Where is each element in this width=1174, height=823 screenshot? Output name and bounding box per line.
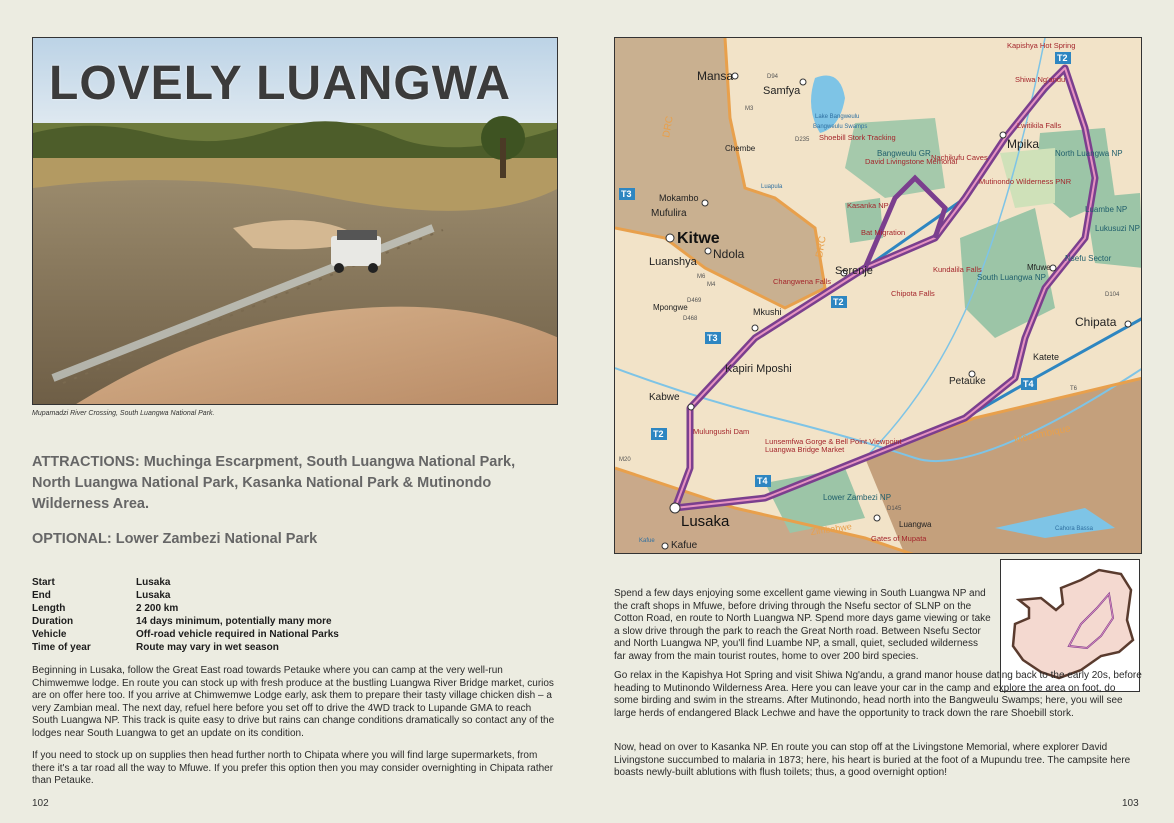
- road-label: T3: [707, 333, 718, 343]
- town-label: Kitwe: [677, 230, 720, 247]
- water-label: Cahora Bassa: [1055, 526, 1094, 532]
- fact-row: [32, 641, 339, 654]
- poi-label: Kundalila Falls: [933, 265, 982, 274]
- route-facts: [32, 576, 339, 654]
- town-label: Ndola: [713, 247, 745, 261]
- water-label: Luapula: [761, 184, 783, 190]
- park-label: Nsefu Sector: [1065, 254, 1112, 263]
- road-label: T2: [1057, 53, 1068, 63]
- country-label: DRC: [814, 235, 829, 259]
- road-label: T4: [757, 476, 768, 486]
- water-label: Bangweulu Swamps: [813, 124, 868, 130]
- hero-photo: [32, 37, 558, 405]
- fact-row: [32, 576, 339, 589]
- photo-title: LOVELY LUANGWA: [49, 57, 512, 110]
- country-label: DRC: [661, 115, 676, 139]
- town-label: Kabwe: [649, 392, 680, 403]
- road-label: D469: [687, 298, 702, 304]
- fact-value: 2 200 km: [136, 603, 179, 614]
- road-label: M3: [745, 106, 754, 112]
- fact-value: Lusaka: [136, 590, 171, 601]
- poi-label: Luangwa Bridge Market: [765, 445, 845, 454]
- town-label: Mpongwe: [653, 303, 688, 312]
- town-label: Kafue: [671, 540, 698, 551]
- poi-label: Mutinondo Wilderness PNR: [979, 177, 1072, 186]
- park-label: Lukusuzi NP: [1095, 224, 1140, 233]
- fact-value: Off-road vehicle required in National Parks: [136, 629, 339, 640]
- town-label: Mfuwe: [1027, 263, 1051, 272]
- park-label: Luambe NP: [1085, 205, 1128, 214]
- town-label: Chembe: [725, 144, 756, 153]
- water-label: Lake Bangweulu: [815, 114, 860, 120]
- body-paragraph: If you need to stock up on supplies then head further north to Chipata where you will find large supermarkets, from there it's a tar road all the way to Mfuwe. If you prefer this option then you may consider overnighting in Chipata rather than Petauke.: [32, 750, 554, 786]
- fact-label: Start: [32, 577, 55, 588]
- town-label: Luangwa: [899, 520, 932, 529]
- fact-label: Time of year: [32, 642, 91, 653]
- road-label: T2: [653, 429, 664, 439]
- town-label: Mpika: [1007, 137, 1040, 151]
- road-label: T3: [621, 189, 632, 199]
- poi-label: Shoebill Stork Tracking: [819, 133, 896, 142]
- zambia-route-map: [615, 38, 1142, 554]
- route-map: [614, 37, 1142, 554]
- park-label: Bangweulu GR: [877, 149, 931, 158]
- road-label: D104: [1105, 292, 1120, 298]
- town-label: Mokambo: [659, 193, 699, 203]
- road-label: M6: [697, 274, 706, 280]
- fact-row: [32, 602, 339, 615]
- fact-value: 14 days minimum, potentially many more: [136, 616, 332, 627]
- road-label: T4: [1023, 379, 1034, 389]
- road-label: M4: [707, 282, 716, 288]
- body-paragraph: Now, head on over to Kasanka NP. En route you can stop off at the Livingstone Memorial, where explorer David Livingstone succumbed to malaria in 1873; here, his heart is buried at the foot of a Mupundu tree. The campsite here boasts newly-built ablutions with flush toilets; thus, a good overnight option!: [614, 742, 1131, 778]
- town-label: Serenje: [835, 265, 873, 277]
- optional-heading: OPTIONAL: Lower Zambezi National Park: [32, 531, 318, 547]
- country-label: Zimbabwe: [809, 521, 853, 537]
- park-label: South Luangwa NP: [977, 273, 1046, 282]
- town-label: Mufulira: [651, 208, 687, 219]
- road-label: T2: [833, 297, 844, 307]
- fact-row: [32, 589, 339, 602]
- poi-label: Shiwa Ng'andu: [1015, 75, 1066, 84]
- fact-label: Duration: [32, 616, 74, 627]
- poi-label: Bat Migration: [861, 228, 906, 237]
- fact-label: End: [32, 590, 51, 601]
- town-label: Mansa: [697, 69, 734, 83]
- town-label: Samfya: [763, 85, 801, 97]
- poi-label: Gates of Mupata: [871, 534, 927, 543]
- poi-label: Lwitikila Falls: [1017, 121, 1062, 130]
- fact-value: Lusaka: [136, 577, 171, 588]
- photo-caption: Mupamadzi River Crossing, South Luangwa National Park.: [32, 410, 215, 417]
- road-label: D468: [683, 316, 698, 322]
- town-label: Katete: [1033, 352, 1060, 362]
- town-label: Lusaka: [681, 513, 730, 530]
- poi-label: Mulungushi Dam: [693, 427, 750, 436]
- road-label: D235: [795, 137, 810, 143]
- country-label: Mozambique: [1013, 423, 1072, 446]
- road-label: M20: [619, 457, 631, 463]
- town-label: Kapiri Mposhi: [725, 363, 792, 375]
- body-paragraph: Go relax in the Kapishya Hot Spring and visit Shiwa Ng'andu, a grand manor house dating back to the early 20s, before heading to Mutinondo Wilderness Area. Here you can leave your car in the camp and explore the area on foot, do some birding and swim in the streams. After Mutinondo, head north into the Bangweulu Swamps; here, you will see large herds of endangered Black Lechwe and have the opportunity to track down the rare Shoebill stork.: [614, 670, 1142, 719]
- fact-row: [32, 628, 339, 641]
- water-label: Kafue: [639, 538, 655, 544]
- park-label: Lower Zambezi NP: [823, 493, 892, 502]
- poi-label: Chipota Falls: [891, 289, 935, 298]
- attractions-heading: ATTRACTIONS: Muchinga Escarpment, South Luangwa National Park, North Luangwa National Park, Kasanka National Park & Mutinondo Wilderness Area.: [32, 454, 516, 512]
- poi-label: David Livingstone Memorial: [865, 157, 958, 166]
- town-label: Mkushi: [753, 307, 782, 317]
- poi-label: Kasanka NP: [847, 201, 889, 210]
- poi-label: Changwena Falls: [773, 277, 831, 286]
- town-label: Petauke: [949, 376, 986, 387]
- body-paragraph: Beginning in Lusaka, follow the Great East road towards Petauke where you can camp at the very well-run Chimwemwe lodge. En route you can stock up with fresh produce at the bustling Luangwa River Bridge market, curios are on offer here too. If you arrive at Chimwemwe Lodge early, ask them to prepare their tasty village chicken dish – a very Zambian meal. The next day, refuel here before you set off to drive the 4WD track to Lupande GMA to reach South Luangwa NP. This track is quite easy to drive but rains can change conditions dramatically so contact any of the lodges near South Luangwa to get an update on its condition.: [32, 665, 555, 739]
- page-number-left: 102: [32, 798, 49, 809]
- poi-label: Nachikufu Caves: [931, 153, 988, 162]
- road-label: T6: [1070, 386, 1078, 392]
- park-label: North Luangwa NP: [1055, 149, 1123, 158]
- fact-label: Vehicle: [32, 629, 67, 640]
- page-number-right: 103: [1122, 798, 1139, 809]
- body-paragraph: Spend a few days enjoying some excellent game viewing in South Luangwa NP and the craft shops in Mfuwe, before driving through the Nsefu sector of SLNP on the Cotton Road, en route to North Luangwa NP. Spend more days game viewing or take a slow drive through the park to reach the Great North road. Between Nsefu Sector and North Luangwa NP, you'll find Luambe NP, a small, quiet, secluded wilderness far away from the main tourist routes, home to over 200 bird species.: [614, 588, 991, 662]
- road-label: D94: [767, 74, 779, 80]
- poi-label: Kapishya Hot Spring: [1007, 41, 1076, 50]
- fact-label: Length: [32, 603, 66, 614]
- fact-value: Route may vary in wet season: [136, 642, 279, 653]
- road-label: D145: [887, 506, 902, 512]
- town-label: Luanshya: [649, 256, 697, 268]
- town-label: Chipata: [1075, 315, 1117, 329]
- fact-row: [32, 615, 339, 628]
- poi-label: Lunsemfwa Gorge & Bell Point Viewpoint: [765, 437, 902, 446]
